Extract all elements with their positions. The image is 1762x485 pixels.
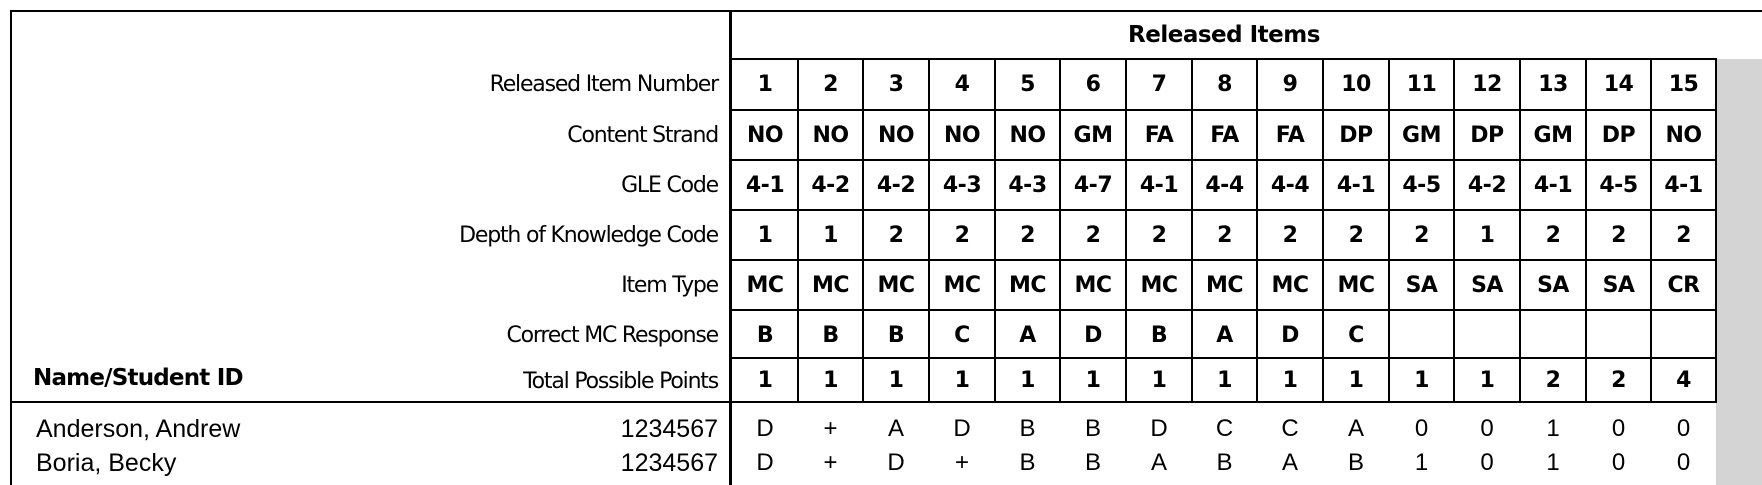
item-cell: 1: [888, 367, 904, 393]
item-cell: B: [1150, 322, 1168, 348]
item-cell: MC: [1074, 272, 1112, 298]
item-cell: 2: [1348, 222, 1364, 248]
student-response: C: [1281, 415, 1299, 442]
row-label: Depth of Knowledge Code: [459, 222, 718, 248]
name-student-id-header: Name/Student ID: [33, 365, 243, 391]
student-response: 0: [1611, 415, 1626, 442]
item-cell: 5: [1020, 71, 1035, 97]
item-cell: [1454, 310, 1520, 360]
student-response: +: [823, 449, 838, 476]
item-cell: 1: [1020, 367, 1035, 393]
item-cell: 4: [954, 71, 970, 97]
student-response: A: [1150, 449, 1167, 476]
item-cell: 4-4: [1205, 172, 1244, 198]
student-name: Boria, Becky: [36, 448, 177, 477]
student-name: Anderson, Andrew: [36, 414, 241, 443]
item-cell: [1651, 310, 1716, 360]
item-cell: [1586, 310, 1651, 360]
student-response: A: [1347, 415, 1364, 442]
item-cell: C: [954, 322, 970, 348]
item-cell: 4-3: [1008, 172, 1047, 198]
item-cell: 4-1: [745, 172, 785, 198]
item-cell: 4-1: [1139, 172, 1179, 198]
item-cell: MC: [746, 272, 784, 298]
student-response: B: [1084, 415, 1101, 442]
item-cell: 2: [1611, 367, 1626, 393]
item-cell: 1: [757, 222, 773, 248]
item-cell: C: [1348, 322, 1364, 348]
item-cell: NO: [746, 122, 784, 148]
released-items-title: Released Items: [1128, 21, 1320, 48]
item-cell: 7: [1151, 71, 1167, 97]
item-cell: GM: [1073, 122, 1113, 148]
item-cell: 4-5: [1402, 172, 1441, 198]
item-cell: 2: [1282, 222, 1298, 248]
student-response: 1: [1546, 415, 1560, 442]
item-cell: 4-5: [1599, 172, 1638, 198]
item-cell: 4: [1676, 367, 1691, 393]
item-cell: [1520, 310, 1586, 360]
item-cell: 2: [823, 71, 838, 97]
student-response: A: [1281, 449, 1298, 476]
item-cell: MC: [1140, 272, 1178, 298]
item-cell: CR: [1667, 272, 1700, 298]
item-cell: FA: [1210, 122, 1239, 148]
item-cell: 14: [1603, 71, 1634, 97]
item-cell: 2: [888, 222, 904, 248]
item-cell: MC: [1337, 272, 1375, 298]
item-cell: MC: [943, 272, 981, 298]
item-cell: 2: [1085, 222, 1101, 248]
student-response: B: [1347, 449, 1364, 476]
student-response: D: [1150, 415, 1168, 442]
student-id: 1234567: [620, 448, 718, 477]
item-cell: 6: [1085, 71, 1101, 97]
row-label: Item Type: [621, 272, 718, 298]
item-cell: GM: [1533, 122, 1573, 148]
item-cell: 9: [1282, 71, 1298, 97]
student-response: +: [954, 449, 969, 476]
student-response: 0: [1414, 415, 1429, 442]
item-cell: FA: [1275, 122, 1305, 148]
item-cell: B: [822, 322, 839, 348]
item-cell: 2: [1545, 367, 1561, 393]
item-cell: 4-2: [876, 172, 916, 198]
item-cell: D: [1281, 322, 1299, 348]
item-cell: NO: [1665, 122, 1702, 148]
item-cell: 2: [1414, 222, 1429, 248]
student-response: A: [887, 415, 904, 442]
student-response: 0: [1480, 415, 1494, 442]
item-cell: SA: [1405, 272, 1438, 298]
student-response: D: [756, 449, 774, 476]
item-cell: B: [887, 322, 905, 348]
item-cell: 3: [888, 71, 904, 97]
student-response: B: [1019, 415, 1036, 442]
item-cell: SA: [1471, 272, 1503, 298]
item-cell: 1: [954, 367, 970, 393]
student-response: C: [1215, 415, 1234, 442]
item-cell: 2: [1151, 222, 1167, 248]
item-cell: 4-4: [1270, 172, 1310, 198]
item-cell: 2: [954, 222, 970, 248]
item-cell: 4-7: [1073, 172, 1113, 198]
item-cell: 2: [1676, 222, 1691, 248]
item-cell: MC: [877, 272, 915, 298]
student-response: 1: [1546, 449, 1560, 476]
item-cell: 1: [1151, 367, 1167, 393]
student-response: B: [1019, 449, 1036, 476]
item-cell: 1: [757, 71, 773, 97]
item-cell: 4-2: [1467, 172, 1507, 198]
item-cell: NO: [812, 122, 849, 148]
item-cell: 2: [1611, 222, 1626, 248]
item-cell: SA: [1537, 272, 1569, 298]
item-cell: NO: [877, 122, 915, 148]
student-response: 1: [1414, 449, 1429, 476]
item-cell: 15: [1668, 71, 1699, 97]
row-label: Content Strand: [567, 122, 718, 148]
item-cell: 4-1: [1533, 172, 1573, 198]
item-cell: 12: [1472, 71, 1502, 97]
item-cell: 2: [1545, 222, 1561, 248]
row-label: Total Possible Points: [523, 368, 718, 394]
item-cell: 13: [1538, 71, 1568, 97]
item-cell: 1: [1479, 222, 1495, 248]
item-cell: NO: [1009, 122, 1046, 148]
row-label: Correct MC Response: [506, 322, 718, 348]
item-cell: 1: [823, 367, 838, 393]
item-cell: 4-2: [811, 172, 850, 198]
student-response: +: [823, 415, 838, 442]
student-response: 0: [1480, 449, 1494, 476]
item-cell: A: [1019, 322, 1036, 348]
student-response: 0: [1676, 449, 1691, 476]
item-cell: MC: [811, 272, 850, 298]
item-cell: D: [1084, 322, 1102, 348]
item-cell: 1: [823, 222, 838, 248]
item-cell: 1: [1282, 367, 1298, 393]
item-cell: MC: [1271, 272, 1309, 298]
item-cell: 11: [1406, 71, 1437, 97]
student-response: D: [953, 415, 971, 442]
item-cell: 4-1: [1336, 172, 1376, 198]
item-cell: 10: [1341, 71, 1371, 97]
item-cell: 2: [1020, 222, 1035, 248]
shaded-column: [1716, 59, 1762, 485]
item-cell: MC: [1008, 272, 1047, 298]
item-cell: MC: [1205, 272, 1244, 298]
student-response: D: [887, 449, 905, 476]
student-id: 1234567: [620, 414, 718, 443]
item-cell: 2: [1217, 222, 1232, 248]
item-cell: 1: [1085, 367, 1101, 393]
item-cell: [1389, 310, 1454, 360]
item-cell: 4-1: [1664, 172, 1703, 198]
student-response: 0: [1611, 449, 1626, 476]
student-response: B: [1216, 449, 1233, 476]
row-label: Released Item Number: [489, 71, 718, 97]
item-cell: 1: [1414, 367, 1429, 393]
item-cell: DP: [1601, 122, 1636, 148]
item-cell: 1: [1479, 367, 1495, 393]
item-cell: 8: [1217, 71, 1232, 97]
item-cell: DP: [1339, 122, 1373, 148]
student-response: 0: [1676, 415, 1691, 442]
item-cell: SA: [1602, 272, 1635, 298]
item-cell: 1: [1348, 367, 1364, 393]
item-cell: 1: [1217, 367, 1232, 393]
item-cell: 4-3: [942, 172, 982, 198]
item-cell: NO: [943, 122, 981, 148]
item-cell: DP: [1470, 122, 1504, 148]
student-response: D: [756, 415, 774, 442]
item-cell: A: [1216, 322, 1233, 348]
item-cell: GM: [1402, 122, 1441, 148]
item-cell: 1: [757, 367, 773, 393]
item-cell: B: [756, 322, 774, 348]
student-response: B: [1084, 449, 1101, 476]
item-cell: FA: [1144, 122, 1174, 148]
row-label: GLE Code: [621, 172, 718, 198]
